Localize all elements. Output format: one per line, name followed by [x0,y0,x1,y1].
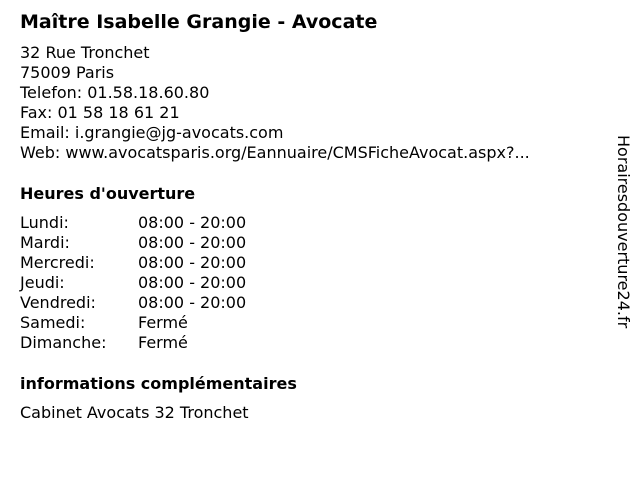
email-address: Email: i.grangie@jg-avocats.com [20,123,284,142]
day-hours: 08:00 - 20:00 [138,213,247,232]
day-hours: 08:00 - 20:00 [138,273,247,292]
day-label: Mardi: [20,233,70,252]
day-hours: 08:00 - 20:00 [138,233,247,252]
address-city: 75009 Paris [20,63,115,82]
day-label: Jeudi: [20,273,65,292]
day-label: Samedi: [20,313,86,332]
phone-number: Telefon: 01.58.18.60.80 [20,83,210,102]
website-url: Web: www.avocatsparis.org/Eannuaire/CMSFicheAvocat.aspx?... [20,143,530,162]
day-label: Vendredi: [20,293,96,312]
fax-number: Fax: 01 58 18 61 21 [20,103,180,122]
site-watermark: Horairesdouverture24.fr [614,135,633,329]
additional-info-heading: informations complémentaires [20,374,297,393]
additional-info-text: Cabinet Avocats 32 Tronchet [20,403,249,422]
day-label: Mercredi: [20,253,95,272]
day-label: Lundi: [20,213,69,232]
day-hours: 08:00 - 20:00 [138,253,247,272]
business-name: Maître Isabelle Grangie - Avocate [20,11,378,33]
address-street: 32 Rue Tronchet [20,43,150,62]
day-hours: 08:00 - 20:00 [138,293,247,312]
contact-block [20,43,530,163]
opening-hours-heading: Heures d'ouverture [20,184,196,203]
day-hours: Fermé [138,333,188,352]
day-label: Dimanche: [20,333,107,352]
day-hours: Fermé [138,313,188,332]
